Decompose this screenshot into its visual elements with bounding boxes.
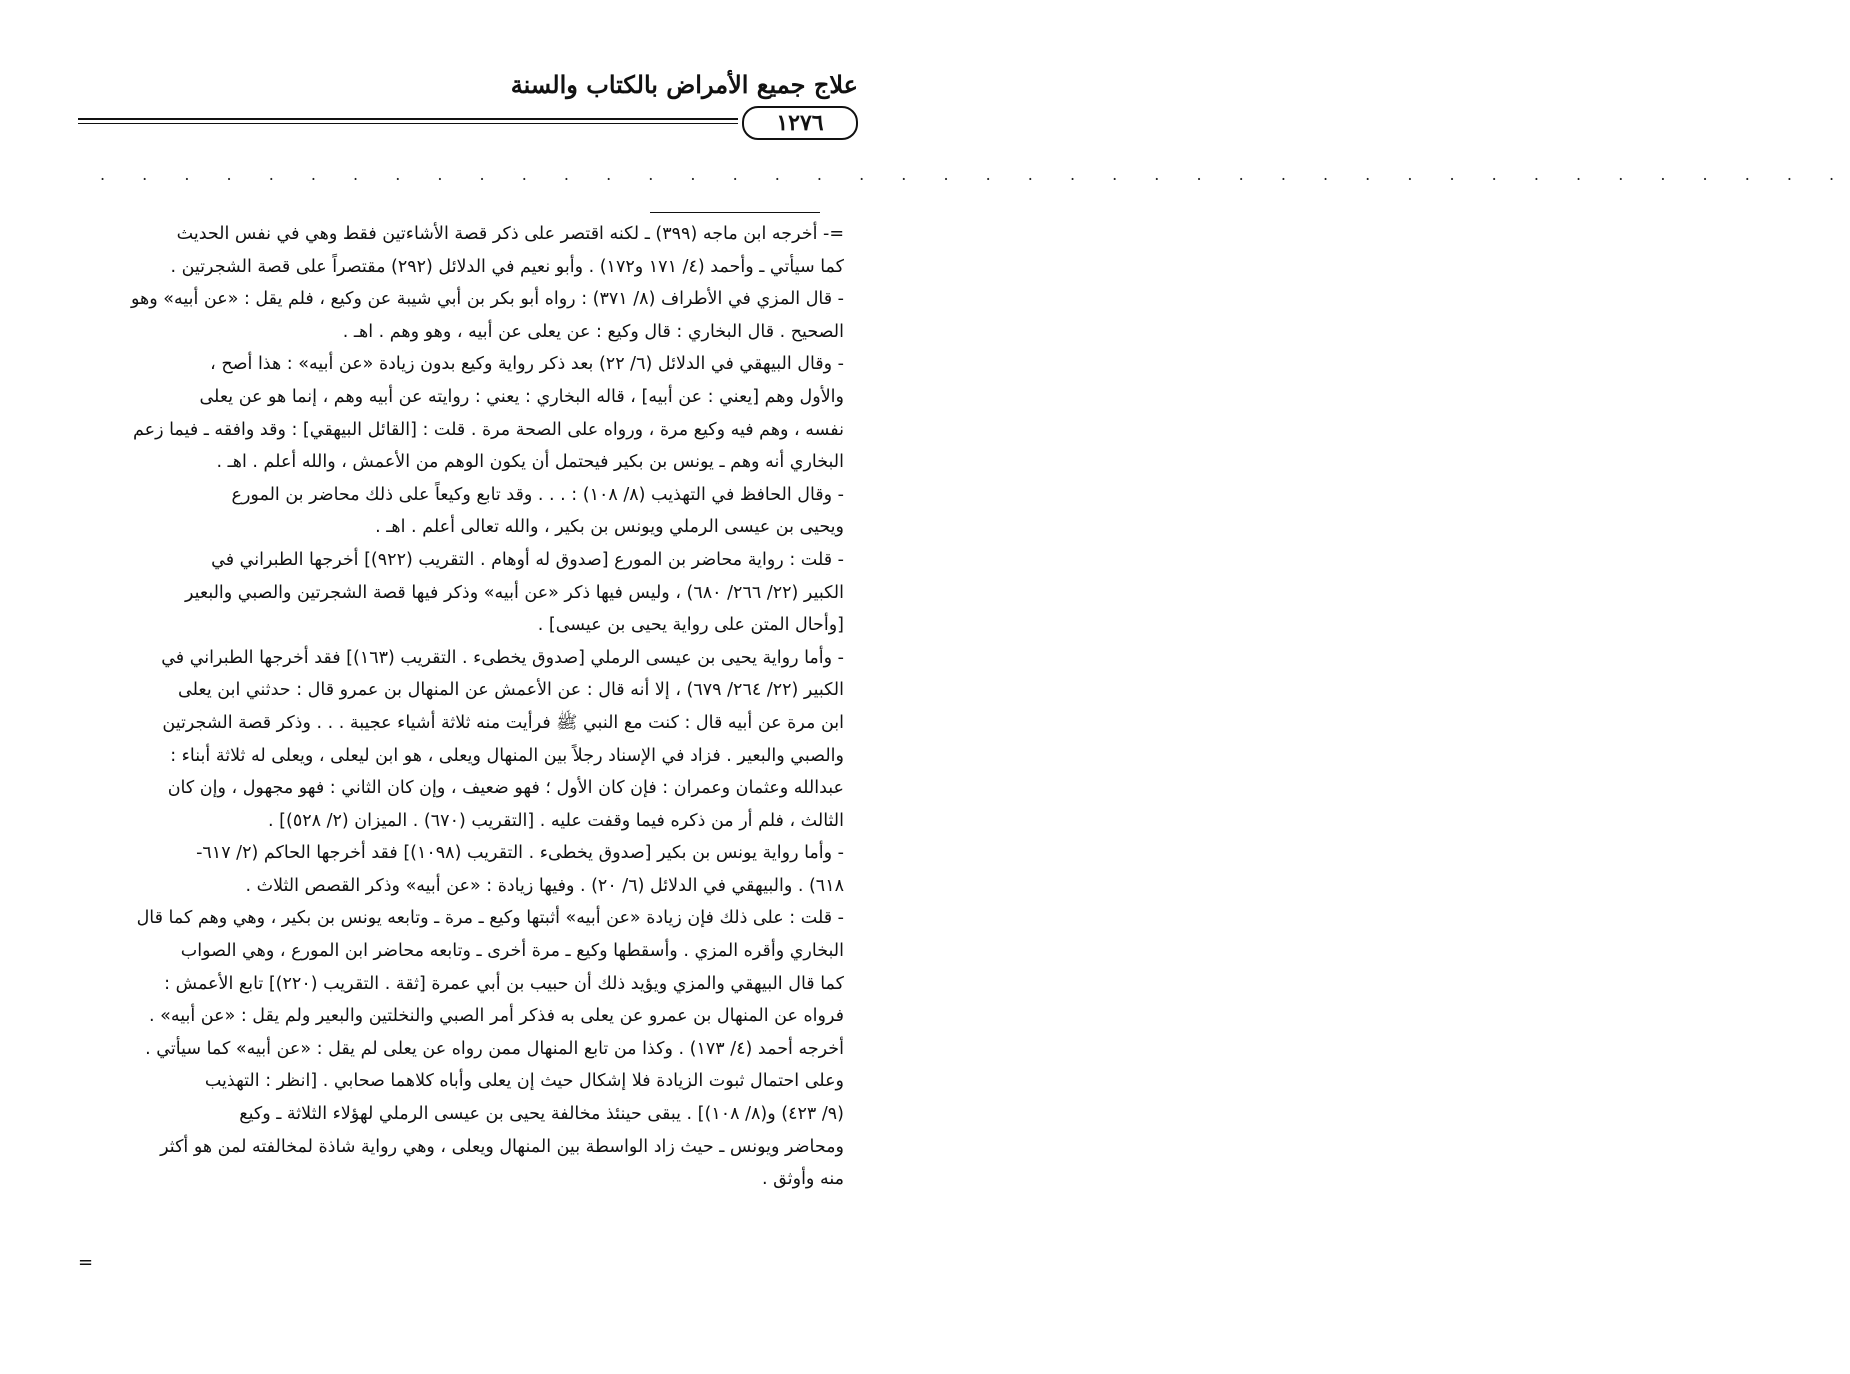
text-line: الثالث ، فلم أر من ذكره فيما وقفت عليه . [التقريب (٦٧٠) . الميزان (٢/ ٥٢٨)] . [268,810,844,831]
text-line: ابن مرة عن أبيه قال : كنت مع النبي ﷺ فرأيت منه ثلاثة أشياء عجيبة . . . وذكر قصة الشجرتين [162,712,844,733]
text-line: - قلت : رواية محاضر بن المورع [صدوق له أوهام . التقريب (٩٢٢)] أخرجها الطبراني في [211,549,844,570]
text-line: والصبي والبعير . فزاد في الإسناد رجلاً بين المنهال ويعلى ، هو ابن ليعلى ، ويعلى له ثلاثة أبناء : [170,745,844,766]
text-line: - وقال البيهقي في الدلائل (٦/ ٢٢) بعد ذكر رواية وكيع بدون زيادة «عن أبيه» : هذا أصح ، [210,354,844,375]
text-line: - قال المزي في الأطراف (٨/ ٣٧١) : رواه أبو بكر بن أبي شيبة عن وكيع ، فلم يقل : «عن أبيه» وهو [130,289,844,310]
ellipsis-separator [100,165,1850,185]
text-line: - وأما رواية يونس بن بكير [صدوق يخطىء . التقريب (١٠٩٨)] فقد أخرجها الحاكم (٢/ ٦١٧- [196,843,844,864]
page-number: ١٢٧٦ [742,106,858,140]
running-title: علاج جميع الأمراض بالكتاب والسنة [510,70,858,99]
text-line: كما قال البيهقي والمزي ويؤيد ذلك أن حبيب بن أبي عمرة [ثقة . التقريب (٢٢٠)] تابع الأعمش : [164,973,844,994]
text-line: - قلت : على ذلك فإن زيادة «عن أبيه» أثبتها وكيع ـ مرة ـ وتابعه يونس بن بكير ، وهي وهم كما قال [136,908,844,929]
text-line: والأول وهم [يعني : عن أبيه] ، قاله البخاري : يعني : روايته عن أبيه وهم ، إنما هو عن يعلى [199,386,844,407]
footnote-body [88,218,844,1196]
text-line: - وقال الحافظ في التهذيب (٨/ ١٠٨) : . . . وقد تابع وكيعاً على ذلك محاضر بن المورع [231,484,844,505]
text-line: منه وأوثق . [762,1169,844,1190]
text-line: نفسه ، وهم فيه وكيع مرة ، ورواه على الصحة مرة . قلت : [القائل البيهقي] : وقد وافقه ـ فيما زعم [132,419,844,440]
text-line: الصحيح . قال البخاري : قال وكيع : عن يعلى عن أبيه ، وهو وهم . اهـ . [342,321,844,342]
header-rule [78,118,738,120]
text-line: (٩/ ٤٢٣) و(٨/ ١٠٨)] . يبقى حينئذ مخالفة يحيى بن عيسى الرملي لهؤلاء الثلاثة ـ وكيع [239,1104,844,1125]
text-line: ويحيى بن عيسى الرملي ويونس بن بكير ، والله تعالى أعلم . اهـ . [375,517,844,538]
text-line: البخاري أنه وهم ـ يونس بن بكير فيحتمل أن يكون الوهم من الأعمش ، والله أعلم . اهـ . [216,452,844,473]
text-line: وعلى احتمال ثبوت الزيادة فلا إشكال حيث إن يعلى وأباه كلاهما صحابي . [انظر : التهذيب [204,1071,844,1092]
text-line: البخاري وأقره المزي . وأسقطها وكيع ـ مرة أخرى ـ وتابعه محاضر ابن المورع ، وهي الصواب [180,941,844,962]
text-line: =- أخرجه ابن ماجه (٣٩٩) ـ لكنه اقتصر على ذكر قصة الأشاءتين فقط وهي في نفس الحديث [176,224,844,244]
footnote-rule [650,212,820,213]
text-line: الكبير (٢٢/ ٢٦٤/ ٦٧٩) ، إلا أنه قال : عن الأعمش عن المنهال بن عمرو قال : حدثني ابن يعلى [178,680,844,701]
header-rule-thin [78,123,738,124]
text-line: - وأما رواية يحيى بن عيسى الرملي [صدوق يخطىء . التقريب (١٦٣)] فقد أخرجها الطبراني في [161,647,844,668]
text-line: عبدالله وعثمان وعمران : فإن كان الأول ؛ فهو ضعيف ، وإن كان الثاني : فهو مجهول ، وإن كان [167,778,844,799]
text-line: كما سيأتي ـ وأحمد (٤/ ١٧١ و١٧٢) . وأبو نعيم في الدلائل (٢٩٢) مقتصراً على قصة الشجرتين . [170,256,844,277]
text-line: [وأحال المتن على رواية يحيى بن عيسى] . [537,615,844,636]
text-line: ٦١٨) . والبيهقي في الدلائل (٦/ ٢٠) . وفيها زيادة : «عن أبيه» وذكر القصص الثلاث . [245,875,844,896]
text-line: فرواه عن المنهال بن عمرو عن يعلى به فذكر أمر الصبي والنخلتين والبعير ولم يقل : «عن أبيه» . [149,1006,844,1027]
text-line: الكبير (٢٢/ ٢٦٦/ ٦٨٠) ، وليس فيها ذكر «عن أبيه» وذكر فيها قصة الشجرتين والصبي والبعير [184,582,844,603]
text-line: ومحاضر ويونس ـ حيث زاد الواسطة بين المنهال ويعلى ، وهي رواية شاذة لمخالفته لمن هو أكثر [160,1136,844,1157]
text-line: أخرجه أحمد (٤/ ١٧٣) . وكذا من تابع المنهال ممن رواه عن يعلى لم يقل : «عن أبيه» كما سيأتي . [145,1038,844,1059]
separator-dots: . . . . . . . . . . . . . . . . . . . . . . . . . . . . . . . . . . . . . . . . . . [100,165,1850,184]
continuation-mark: = [78,1252,94,1273]
